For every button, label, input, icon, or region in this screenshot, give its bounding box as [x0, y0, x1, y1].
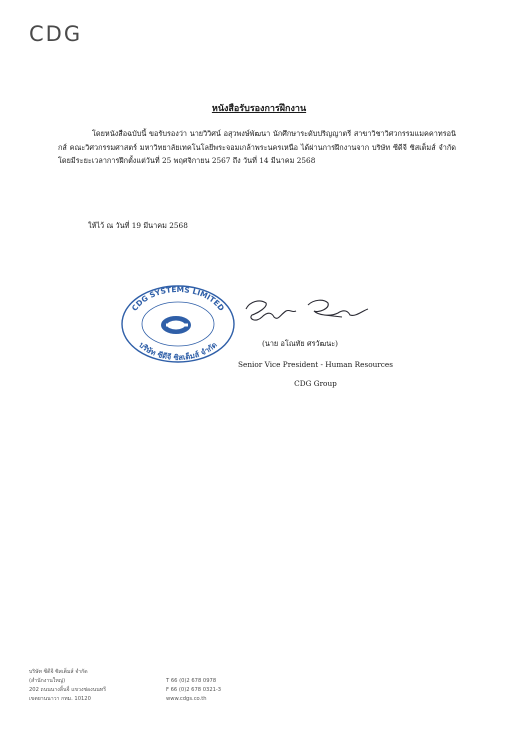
footer-company: บริษัท ซีดีจี ซิสเต็มส์ จำกัด	[29, 669, 88, 675]
footer-address	[29, 668, 106, 704]
signatory-company: CDG Group	[294, 379, 337, 388]
footer-address-line2: เขตยานนาวา กทม. 10120	[29, 696, 91, 702]
footer-contact	[166, 677, 221, 704]
footer-address-line1: 202 ถนนนางลิ้นจี่ แขวงช่องนนทรี	[29, 687, 106, 693]
svg-text:บริษัท ซีดีจี ซิสเต็มส์ จำกัด	[137, 340, 218, 362]
footer-fax: F 66 (0)2 678 0321-3	[166, 687, 222, 693]
company-logo: CDG	[29, 22, 83, 46]
company-stamp	[118, 282, 238, 364]
svg-text:CDG SYSTEMS LIMITED	[130, 285, 226, 313]
certification-paragraph: โดยหนังสือฉบับนี้ ขอรับรองว่า นายวิวิศน์ อสุวพงษ์พัฒนา นักศึกษาระดับปริญญาตรี สาขาวิชาวิศวกรรมแมคคาทรอนิกส์ คณะวิศวกรรมศาสตร์ มหาวิทยาลัยเทคโนโลยีพระจอมเกล้าพระนครเหนือ ได้ผ่านการฝึกงานจาก บริษัท ซีดีจี ซิสเต็มส์ จำกัด โดยมีระยะเวลาการฝึกตั้งแต่วันที่ 25 พฤศจิกายน 2567 ถึง วันที่ 14 มีนาคม 2568	[58, 129, 456, 165]
footer-office: (สำนักงานใหญ่)	[29, 678, 66, 684]
stamp-emblem	[161, 316, 191, 334]
signature-image	[238, 291, 378, 331]
stamp-top-text: CDG SYSTEMS LIMITED	[129, 284, 227, 313]
signatory-position: Senior Vice President - Human Resources	[238, 360, 393, 369]
footer-website: www.cdgs.co.th	[166, 696, 207, 702]
letter-body	[58, 127, 456, 168]
letter-title: หนังสือรับรองการฝึกงาน	[211, 104, 307, 114]
stamp-bottom-text: บริษัท ซีดีจี ซิสเต็มส์ จำกัด	[137, 340, 219, 363]
issue-date: ให้ไว้ ณ วันที่ 19 มีนาคม 2568	[88, 221, 188, 230]
footer-phone: T 66 (0)2 678 0978	[166, 678, 217, 684]
signatory-name: (นาย อโณทัย ศรวัฒนะ)	[262, 339, 338, 348]
